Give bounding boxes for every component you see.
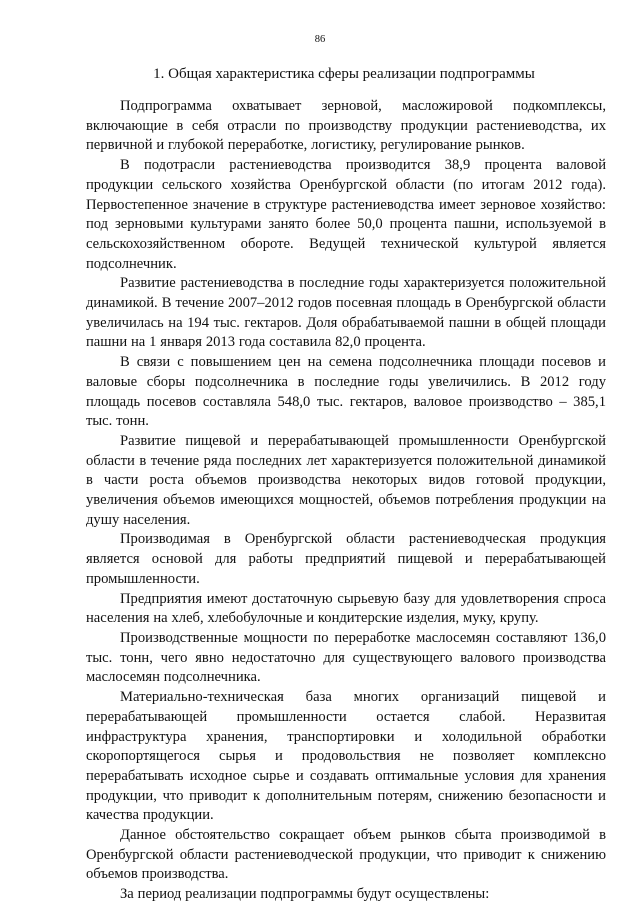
paragraph: Развитие растениеводства в последние годы характеризуется положительной динамикой. В течение 2007–2012 годов посевная площадь в Оренбургской области увеличилась на 194 тыс. гектаров. Доля обрабатываемой пашни в общей площади пашни на 1 января 2013 года составила 82,0 процента.: [86, 275, 606, 351]
section-heading: 1. Общая характеристика сферы реализации подпрограммы: [153, 66, 535, 82]
paragraph: Материально-техническая база многих организаций пищевой и перерабатывающей промышленности остается слабой. Неразвитая инфраструктура хранения, транспортировки и холодильной обработки скоропортящегося сырья и продовольствия не позволяет комплексно перерабатывать исходное сырье и создавать оптимальные условия для хранения продукции, что приводит к дополнительным потерям, снижению безопасности и качества продукции.: [86, 689, 606, 824]
paragraph: За период реализации подпрограммы будут осуществлены:: [120, 886, 490, 903]
paragraph: Данное обстоятельство сокращает объем рынков сбыта производимой в Оренбургской области растениеводческой продукции, что приводит к снижению объемов производства.: [86, 827, 606, 883]
paragraph: Производимая в Оренбургской области растениеводческая продукция является основой для работы предприятий пищевой и перерабатывающей промышленности.: [86, 531, 606, 587]
paragraph: Развитие пищевой и перерабатывающей промышленности Оренбургской области в течение ряда последних лет характеризуется положительной динамикой в части роста объемов производства некоторых видов готовой продукции, увеличения объемов имеющихся мощностей, объемов потребления продукции на душу населения.: [86, 432, 606, 528]
body-text: [86, 97, 606, 905]
paragraph: Производственные мощности по переработке маслосемян составляют 136,0 тыс. тонн, чего явно недостаточно для существующего валового производства маслосемян подсолнечника.: [86, 629, 606, 686]
paragraph: Предприятия имеют достаточную сырьевую базу для удовлетворения спроса населения на хлеб, хлебобулочные и кондитерские изделия, муку, крупу.: [86, 590, 606, 627]
page-number: 86: [314, 34, 326, 45]
paragraph: В подотрасли растениеводства производится 38,9 процента валовой продукции сельского хозяйства Оренбургской области (по итогам 2012 года). Первостепенное значение в структуре растениеводства имеет зерновое хозяйство: под зерновыми культурами занято более 50,0 процента пашни, используемой в сельскохозяйственном обороте. Ведущей технической культурой является подсолнечник.: [86, 157, 606, 272]
paragraph: Подпрограмма охватывает зерновой, масложировой подкомплексы, включающие в себя отрасли по производству продукции растениеводства, их первичной и глубокой переработке, логистику, регулирование рынков.: [86, 98, 606, 154]
paragraph: В связи с повышением цен на семена подсолнечника площади посевов и валовые сборы подсолнечника в последние годы увеличились. В 2012 году площадь посевов составляла 548,0 тыс. гектаров, валовое производство – 385,1 тыс. тонн.: [86, 354, 606, 430]
